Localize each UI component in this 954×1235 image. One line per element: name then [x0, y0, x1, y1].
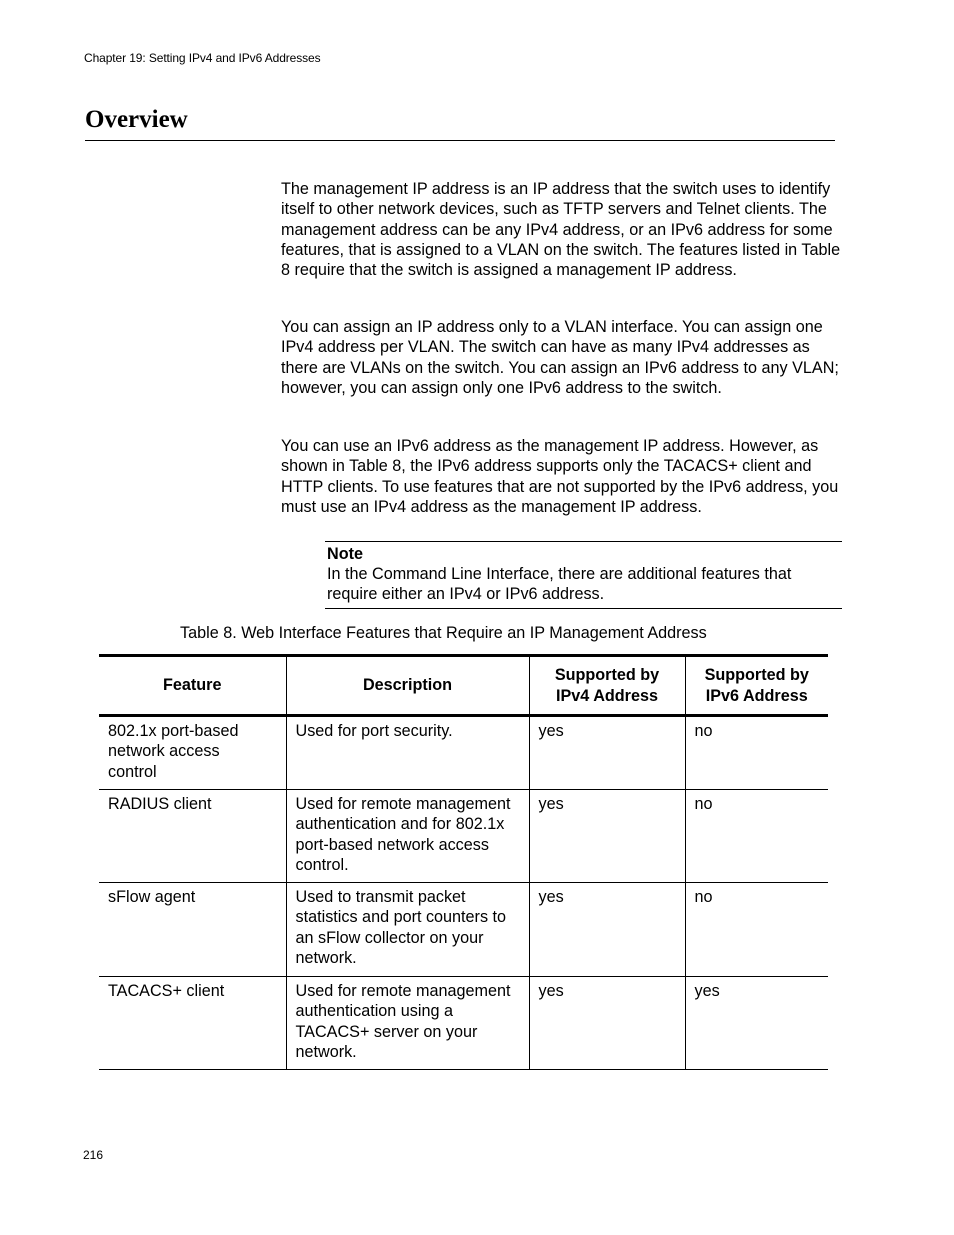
feature-column-header — [99, 656, 286, 716]
description-column-header — [286, 656, 529, 716]
description-cell: Used to transmit packet statistics and port counters to an sFlow collector on your network. — [286, 883, 529, 977]
ipv6-paragraph: You can use an IPv6 address as the management IP address. However, as shown in Table 8, the IPv6 address supports only the TACACS+ client and HTTP clients. To use features that are not supported by the IPv6 address, you must use an IPv4 address as the management IP address. — [281, 437, 839, 516]
feature-cell: TACACS+ client — [99, 977, 286, 1070]
running-header: Chapter 19: Setting IPv4 and IPv6 Addresses — [84, 51, 321, 65]
ipv6-support-cell: no — [685, 716, 828, 790]
ipv6-support-cell: no — [685, 790, 828, 883]
feature-cell: RADIUS client — [99, 790, 286, 883]
title-rule — [85, 140, 835, 141]
table-header-row — [99, 656, 828, 716]
feature-cell: sFlow agent — [99, 883, 286, 977]
table-caption: Table 8. Web Interface Features that Require an IP Management Address — [180, 624, 707, 642]
section-title: Overview — [85, 106, 188, 133]
ipv6-support-cell: no — [685, 883, 828, 977]
intro-paragraph: The management IP address is an IP address that the switch uses to identify itself to other network devices, such as TFTP servers and Telnet clients. The management address can be any IPv4 address, or an IPv6 address for some features, that is assigned to a VLAN on the switch. The features listed in Table 8 require that the switch is assigned a management IP address. — [281, 180, 841, 280]
feature-cell: 802.1x port-based network access control — [99, 716, 286, 790]
ipv6-header-line1: Supported by — [704, 666, 809, 685]
vlan-paragraph: You can assign an IP address only to a VLAN interface. You can assign one IPv4 address per VLAN. The switch can have as many IPv4 addresses as there are VLANs on the switch. You can assign an IPv6 address to any VLAN; however, you can assign only one IPv6 address to the switch. — [281, 318, 839, 397]
ipv6-header-line2: IPv6 Address — [705, 686, 808, 705]
note-text: In the Command Line Interface, there are additional features that require either an IPv4 or IPv6 address. — [327, 565, 792, 603]
page-number: 216 — [83, 1148, 104, 1162]
note-heading: Note — [327, 545, 363, 563]
description-cell: Used for port security. — [286, 716, 529, 790]
table-row — [99, 716, 828, 790]
table-row — [99, 883, 828, 977]
description-cell: Used for remote management authentication and for 802.1x port-based network access control. — [286, 790, 529, 883]
ipv4-support-cell: yes — [529, 790, 685, 883]
ipv4-header-line1: Supported by — [554, 666, 660, 685]
ipv6-support-cell: yes — [685, 977, 828, 1070]
ipv4-header-line2: IPv4 Address — [556, 686, 658, 705]
ipv4-support-cell: yes — [529, 977, 685, 1070]
ipv4-support-cell: yes — [529, 716, 685, 790]
feature-header-label: Feature — [163, 676, 222, 695]
table-row — [99, 790, 828, 883]
ipv6-column-header — [685, 656, 828, 716]
description-cell: Used for remote management authentication using a TACACS+ server on your network. — [286, 977, 529, 1070]
description-header-label: Description — [362, 676, 453, 695]
note-box — [325, 541, 842, 609]
table-row — [99, 977, 828, 1070]
ipv4-column-header — [529, 656, 685, 716]
features-table — [99, 654, 828, 1070]
ipv4-support-cell: yes — [529, 883, 685, 977]
